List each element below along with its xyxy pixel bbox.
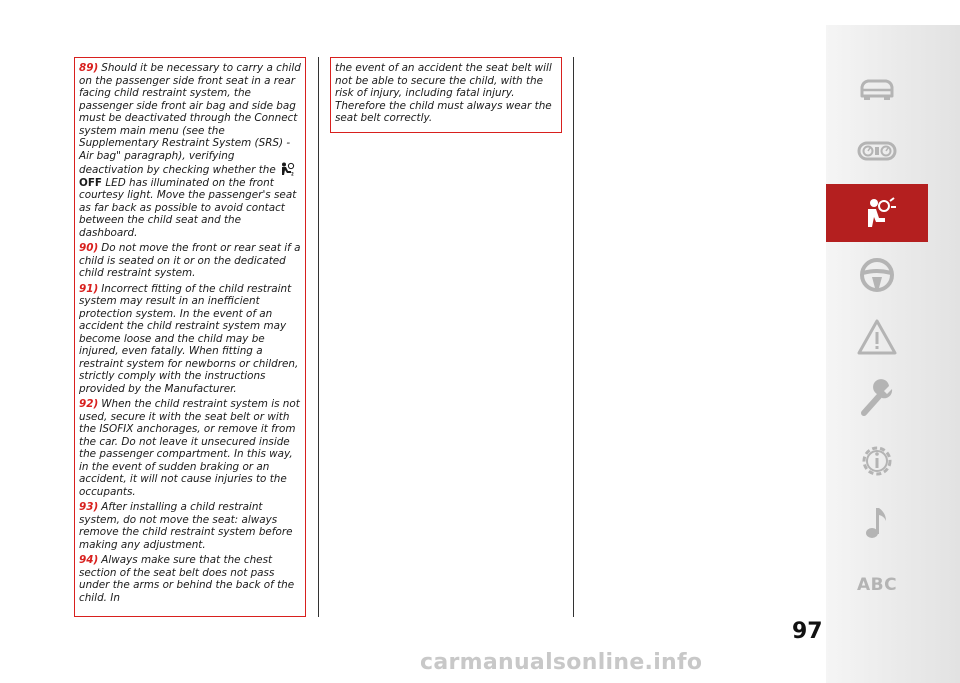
note-text: Should it be necessary to carry a child on the passenger side front seat in a rear facing child restraint system, the passenger side front air bag and side bag must be deactivated through the Connect system main menu (see the Supplementary Restraint System (SRS) - Air bag" paragraph), verifying deactivation by checking whether the bbox=[79, 62, 301, 176]
info-gear-icon bbox=[856, 441, 898, 481]
watermark: carmanualsonline.info bbox=[420, 650, 703, 675]
airbag-off-icon bbox=[279, 162, 295, 176]
note-number: 92) bbox=[79, 398, 99, 410]
chapter-tab-emergency[interactable] bbox=[826, 308, 928, 366]
svg-text:2: 2 bbox=[291, 171, 294, 176]
note-90 bbox=[79, 242, 302, 280]
chapter-tab-technical-data[interactable] bbox=[826, 432, 928, 490]
chapter-tab-vehicle[interactable] bbox=[826, 61, 928, 119]
note-text: Incorrect fitting of the child restraint system may result in an inefficient protection system. In the event of an accident the child restraint system may become loose and the child may be injured, even fatally. When fitting a restraint system for newborns or children, strictly comply with the instructions provided by the Manufacturer. bbox=[79, 282, 299, 395]
note-92 bbox=[79, 398, 302, 498]
note-91 bbox=[79, 283, 302, 396]
wrench-icon bbox=[856, 379, 898, 419]
chapter-sidebar bbox=[826, 25, 960, 683]
column-divider bbox=[573, 57, 574, 617]
warning-triangle-icon bbox=[856, 317, 898, 357]
note-text: Do not move the front or rear seat if a child is seated on it or on the dedicated child restraint system. bbox=[79, 242, 301, 279]
chapter-tab-dashboard[interactable] bbox=[826, 122, 928, 180]
led-label: OFF bbox=[79, 176, 103, 189]
note-number: 93) bbox=[79, 501, 99, 513]
note-number: 94) bbox=[79, 554, 99, 566]
safety-seatbelt-icon bbox=[856, 193, 898, 233]
car-icon bbox=[856, 70, 898, 110]
music-note-icon bbox=[856, 503, 898, 543]
dashboard-gauges-icon bbox=[856, 131, 898, 171]
note-93 bbox=[79, 501, 302, 551]
note-text: LED has illuminated on the front courtesy light. Move the passenger's seat as far back as possible to avoid contact between the child seat and the dashboard. bbox=[79, 176, 297, 239]
note-number: 89) bbox=[79, 62, 99, 74]
note-94 bbox=[79, 554, 302, 604]
notes-column-middle bbox=[330, 57, 562, 133]
chapter-tab-index[interactable] bbox=[826, 556, 928, 614]
note-text: Always make sure that the chest section of the seat belt does not pass under the arms or behind the back of the child. In bbox=[79, 554, 295, 604]
chapter-tab-driving[interactable] bbox=[826, 246, 928, 304]
column-divider bbox=[318, 57, 319, 617]
page-number: 97 bbox=[792, 619, 823, 644]
abc-index-label: ABC bbox=[856, 575, 898, 595]
chapter-tab-maintenance[interactable] bbox=[826, 370, 928, 428]
note-89 bbox=[79, 62, 302, 239]
steering-wheel-icon bbox=[856, 255, 898, 295]
note-text: When the child restraint system is not used, secure it with the seat belt or with the ISOFIX anchorages, or remove it from the car. Do not leave it unsecured inside the passenger compartment. In this way, in the event of sudden braking or an accident, it will not cause injuries to the occupants. bbox=[79, 398, 300, 498]
note-number: 91) bbox=[79, 282, 99, 295]
notes-column-left bbox=[74, 57, 306, 617]
chapter-tab-multimedia[interactable] bbox=[826, 494, 928, 552]
note-text: After installing a child restraint system, do not move the seat: always remove the child restraint system before making any adjustment. bbox=[79, 501, 293, 551]
note-continuation: the event of an accident the seat belt will not be able to secure the child, with the risk of injury, including fatal injury. Therefore the child must always wear the seat belt correctly. bbox=[335, 62, 552, 124]
note-number: 90) bbox=[79, 242, 99, 254]
chapter-tab-safety[interactable] bbox=[826, 184, 928, 242]
